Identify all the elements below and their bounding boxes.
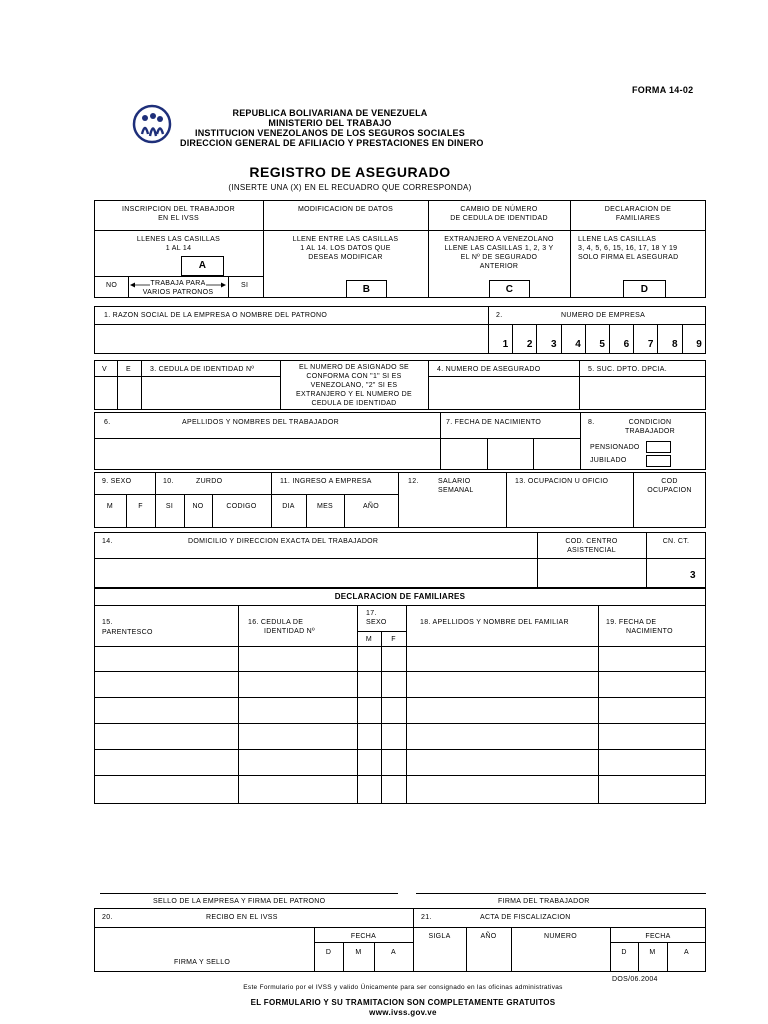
form-code: FORMA 14-02 — [632, 85, 694, 95]
field-14-label: DOMICILIO Y DIRECCION EXACTA DEL TRABAJADOR — [188, 538, 379, 545]
section-d-head-1: DECLARACION DE — [604, 206, 672, 213]
field-20-d: D — [325, 949, 332, 956]
field-11-mes: MES — [316, 503, 334, 510]
col-17-f: F — [391, 636, 396, 643]
field-3-note-4: EXTRANJERO Y EL NUMERO DE — [296, 391, 412, 398]
section-d-inst-1: LLENE LAS CASILLAS — [578, 236, 657, 243]
section-d-inst-3: SOLO FIRMA EL ASEGURAD — [578, 254, 679, 261]
cnct-label: CN. CT. — [662, 538, 690, 545]
employer-digit-cell[interactable] — [512, 324, 536, 354]
field-12-label-1: SALARIO — [438, 478, 471, 485]
employer-digit-cell[interactable] — [682, 324, 706, 354]
field-3-note-2: CONFORMA CON "1" SI ES — [306, 373, 402, 380]
cod-ocupacion-label-2: OCUPACION — [647, 487, 692, 494]
employer-digit: 1 — [502, 339, 509, 350]
section-d-letter: D — [640, 284, 649, 295]
table-row[interactable] — [94, 698, 706, 724]
field-21-sigla: SIGLA — [428, 933, 451, 940]
signature-line-worker — [416, 893, 706, 894]
table-row[interactable] — [94, 776, 706, 804]
jubilado-checkbox[interactable] — [646, 455, 671, 467]
field-9-m: M — [106, 503, 114, 510]
col-17-num: 17. — [366, 610, 377, 617]
field-8-num: 8. — [588, 419, 595, 426]
col-19-label-1: 19. FECHA DE — [606, 619, 657, 626]
field-21-fecha: FECHA — [645, 933, 671, 940]
field-12-label-2: SEMANAL — [438, 487, 474, 494]
employer-digit-cell[interactable] — [609, 324, 633, 354]
occupation-field[interactable] — [507, 499, 632, 527]
col-15-num: 15. — [102, 619, 113, 626]
employer-name-field[interactable] — [95, 325, 487, 353]
section-a-inst-1: LLENES LAS CASILLAS — [136, 236, 221, 243]
field-21-d: D — [621, 949, 627, 956]
page-subtitle: (INSERTE UNA (X) EN EL RECUADRO QUE CORRESPONDA) — [228, 183, 472, 192]
field-10-si: SI — [165, 503, 174, 510]
field-13-label: 13. OCUPACION U OFICIO — [515, 478, 609, 485]
address-field[interactable] — [95, 559, 536, 587]
field-20-firma: FIRMA Y SELLO — [174, 959, 231, 966]
insured-number-field[interactable] — [429, 377, 578, 409]
field-12-num: 12. — [408, 478, 419, 485]
signature-line-employer — [100, 893, 398, 894]
section-a-letter: A — [198, 260, 207, 271]
col-16-label-2: IDENTIDAD Nº — [264, 628, 315, 635]
field-3-note-1: EL NUMERO DE ASIGNADO SE — [298, 364, 410, 371]
cnct-value: 3 — [690, 570, 696, 581]
employer-digit: 4 — [575, 339, 581, 350]
pensionado-label: PENSIONADO — [590, 444, 640, 451]
field-3-note-5: CEDULA DE IDENTIDAD — [311, 400, 397, 407]
field-20-label: RECIBO EN EL IVSS — [206, 914, 278, 921]
employer-digit-cell[interactable] — [536, 324, 560, 354]
footer-note: Este Formulario por el IVSS y valido Únicamente para ser consignado en las oficinas administrativas — [243, 984, 563, 991]
section-b-inst-3: DESEAS MODIFICAR — [308, 254, 383, 261]
col-17-label: SEXO — [366, 619, 387, 626]
signature-worker-label: FIRMA DEL TRABAJADOR — [498, 898, 590, 905]
field-20-a: A — [391, 949, 396, 956]
field-3-note-3: VENEZOLANO, "2" SI ES — [310, 382, 398, 389]
field-10-no: NO — [192, 503, 204, 510]
centro-label-2: ASISTENCIAL — [567, 547, 616, 554]
employer-digit: 9 — [696, 339, 702, 350]
family-table-title: DECLARACION DE FAMILIARES — [334, 592, 466, 601]
salary-field[interactable] — [399, 499, 505, 527]
page-title: REGISTRO DE ASEGURADO — [249, 164, 451, 180]
section-c-head-1: CAMBIO DE NÚMERO — [460, 206, 538, 213]
section-c-inst-4: ANTERIOR — [479, 263, 519, 270]
field-1-label: 1. RAZON SOCIAL DE LA EMPRESA O NOMBRE DEL PATRONO — [104, 312, 328, 319]
employer-digit: 5 — [599, 339, 605, 350]
field-2-label: NUMERO DE EMPRESA — [561, 312, 646, 319]
field-3-label: 3. CEDULA DE IDENTIDAD Nº — [150, 366, 255, 373]
field-21-anio: AÑO — [480, 933, 497, 940]
field-21-numero: NUMERO — [544, 933, 577, 940]
field-14-num: 14. — [102, 538, 113, 545]
field-21-num: 21. — [421, 914, 432, 921]
table-row[interactable] — [94, 646, 706, 672]
section-c-inst-3: EL Nº DE SEGURADO — [460, 254, 538, 261]
ivss-logo-icon — [132, 104, 172, 144]
section-d-head-2: FAMILIARES — [615, 215, 661, 222]
employer-digit-cell[interactable] — [633, 324, 657, 354]
employer-digit: 3 — [551, 339, 557, 350]
field-11-anio: AÑO — [362, 503, 380, 510]
field-7-label: 7. FECHA DE NACIMIENTO — [446, 419, 542, 426]
pensionado-checkbox[interactable] — [646, 441, 671, 453]
header-line-1: REPUBLICA BOLIVARIANA DE VENEZUELA — [232, 108, 428, 118]
branch-field[interactable] — [580, 377, 705, 409]
employer-digit: 8 — [672, 339, 678, 350]
section-c-inst-1: EXTRANJERO A VENEZOLANO — [444, 236, 554, 243]
footer-code: DOS/06.2004 — [612, 976, 658, 983]
employer-digit: 2 — [526, 339, 533, 350]
field-9-label: 9. SEXO — [102, 478, 132, 485]
signature-employer-label: SELLO DE LA EMPRESA Y FIRMA DEL PATRONO — [153, 898, 326, 905]
col-15-label: PARENTESCO — [102, 629, 153, 636]
col-17-m: M — [365, 636, 373, 643]
section-a-inst-2: 1 AL 14 — [165, 245, 192, 252]
section-a-head-2: EN EL IVSS — [158, 215, 199, 222]
col-19-label-2: NACIMIENTO — [626, 628, 673, 635]
section-b-inst-1: LLENE ENTRE LAS CASILLAS — [292, 236, 399, 243]
field-10-num: 10. — [163, 478, 174, 485]
field-11-label: 11. INGRESO A EMPRESA — [280, 478, 372, 485]
arrow-both-icon — [130, 282, 226, 288]
employer-digit-cell[interactable] — [561, 324, 585, 354]
section-a-no: NO — [106, 282, 118, 289]
field-6-num: 6. — [104, 419, 111, 426]
section-c-letter: C — [505, 284, 514, 295]
employer-digit-cell[interactable] — [488, 324, 512, 354]
header-line-2: MINISTERIO DEL TRABAJO — [268, 118, 392, 128]
id-number-field[interactable] — [142, 377, 279, 409]
section-b-inst-2: 1 AL 14. LOS DATOS QUE — [300, 245, 391, 252]
field-2-num: 2. — [496, 312, 503, 319]
section-d-inst-2: 3, 4, 5, 6, 15, 16, 17, 18 Y 19 — [578, 245, 678, 252]
field-8-label-1: CONDICION — [628, 419, 672, 426]
field-10-label: ZURDO — [196, 478, 223, 485]
section-b-letter: B — [362, 284, 371, 295]
field-20-m: M — [355, 949, 362, 956]
col-18-label: 18. APELLIDOS Y NOMBRE DEL FAMILIAR — [420, 619, 569, 626]
section-c-inst-2: LLENE LAS CASILLAS 1, 2, 3 Y — [444, 245, 554, 252]
field-6-label: APELLIDOS Y NOMBRES DEL TRABAJADOR — [182, 419, 339, 426]
section-a-trabaja-2: VARIOS PATRONOS — [142, 289, 214, 296]
field-9-f: F — [138, 503, 143, 510]
cod-ocupacion-label-1: COD — [661, 478, 678, 485]
header-line-4: DIRECCION GENERAL DE AFILIACIO Y PRESTACIONES EN DINERO — [180, 138, 484, 148]
field-3-v: V — [102, 366, 107, 373]
field-20-fecha: FECHA — [350, 933, 377, 940]
centro-label-1: COD. CENTRO — [565, 538, 618, 545]
col-16-label-1: 16. CEDULA DE — [248, 619, 304, 626]
employer-digit-cell[interactable] — [657, 324, 681, 354]
field-5-label: 5. SUC. DPTO. DPCIA. — [588, 366, 667, 373]
field-3-e: E — [126, 366, 131, 373]
field-21-a: A — [684, 949, 689, 956]
field-11-dia: DIA — [282, 503, 295, 510]
jubilado-label: JUBILADO — [590, 457, 627, 464]
field-10-codigo: CODIGO — [226, 503, 257, 510]
table-row[interactable] — [94, 672, 706, 698]
employer-digit-cell[interactable] — [585, 324, 609, 354]
field-4-label: 4. NUMERO DE ASEGURADO — [437, 366, 541, 373]
table-row[interactable] — [94, 750, 706, 776]
footer-gratuito: EL FORMULARIO Y SU TRAMITACION SON COMPLETAMENTE GRATUITOS — [250, 998, 556, 1007]
field-20-num: 20. — [102, 914, 113, 921]
section-c-head-2: DE CEDULA DE IDENTIDAD — [450, 215, 548, 222]
worker-name-field[interactable] — [95, 439, 439, 469]
section-a-si: SI — [241, 282, 249, 289]
section-a-trabaja-1: TRABAJA PARA — [150, 280, 206, 287]
section-a-head-1: INSCRIPCION DEL TRABAJDOR — [122, 206, 235, 213]
employer-digit: 7 — [647, 339, 654, 350]
employer-digit: 6 — [623, 339, 630, 350]
table-row[interactable] — [94, 724, 706, 750]
footer-url[interactable]: www.ivss.gov.ve — [369, 1008, 437, 1017]
field-21-m: M — [649, 949, 656, 956]
header-line-3: INSTITUCION VENEZOLANOS DE LOS SEGUROS SOCIALES — [195, 128, 465, 138]
section-b-head: MODIFICACION DE DATOS — [297, 206, 394, 213]
field-21-label: ACTA DE FISCALIZACION — [480, 914, 571, 921]
field-8-label-2: TRABAJADOR — [624, 428, 676, 435]
